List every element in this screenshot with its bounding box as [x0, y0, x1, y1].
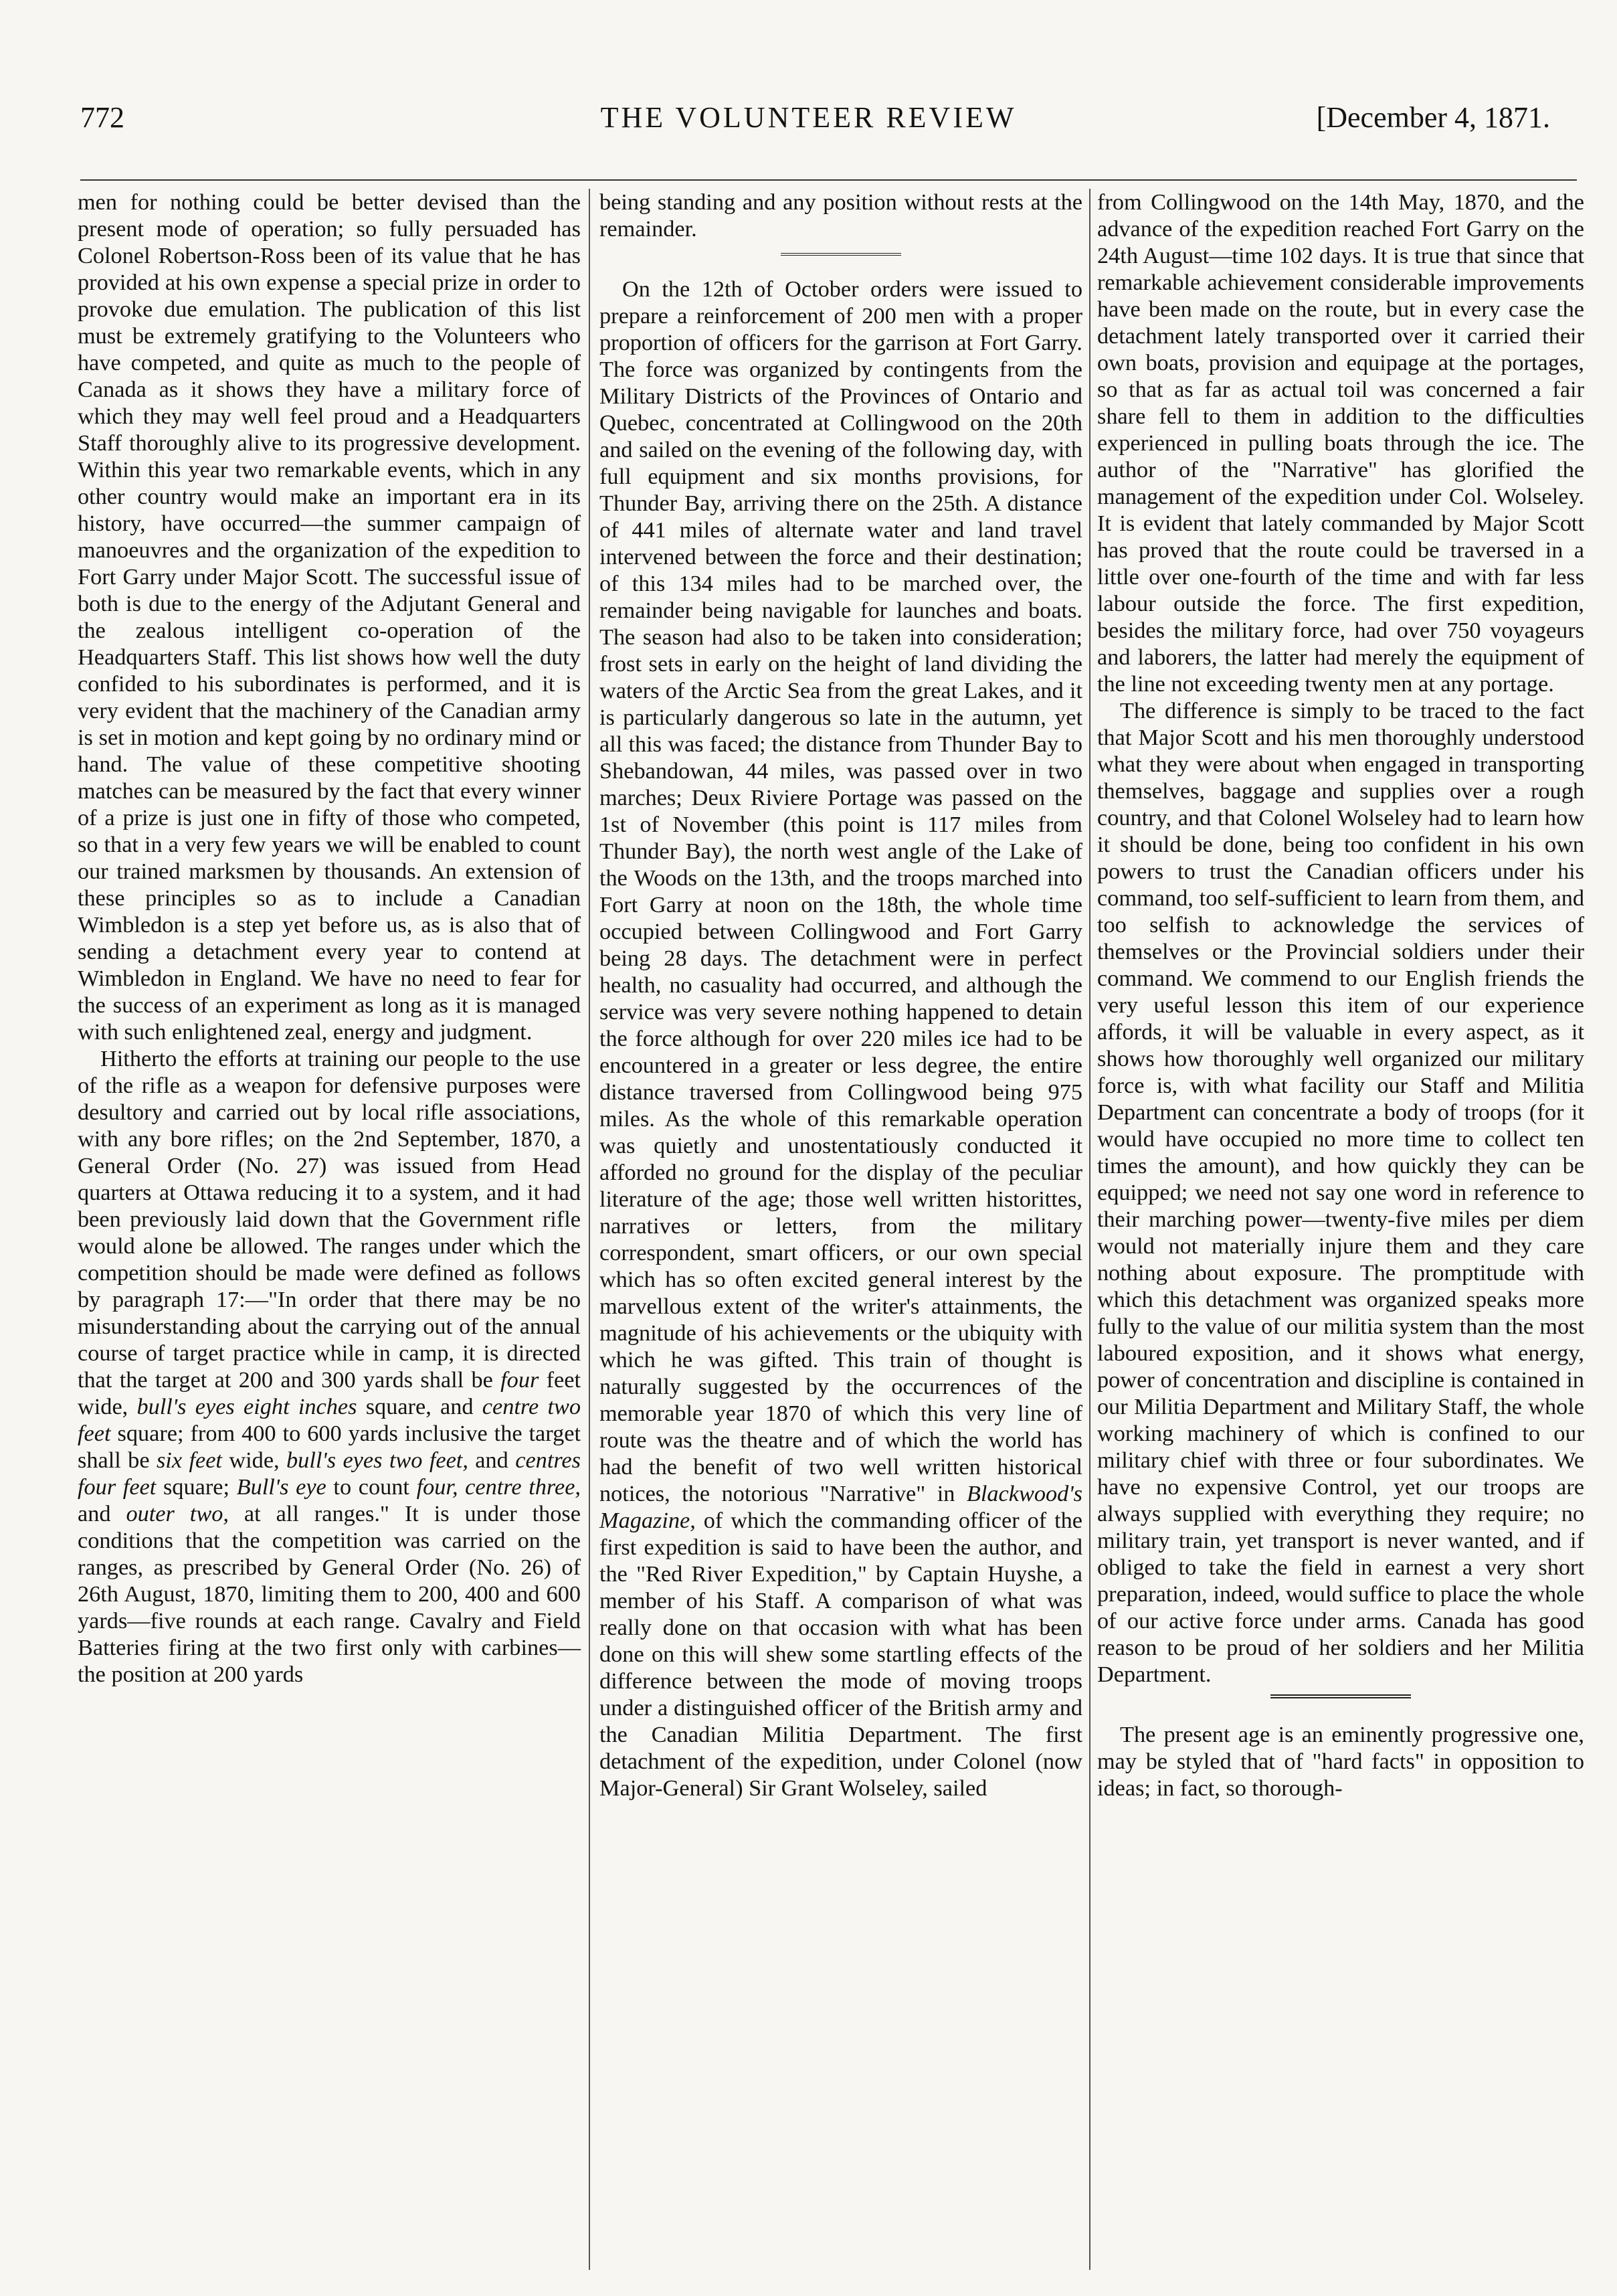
c1-italic-3: bull's eyes eight inches [136, 1394, 357, 1419]
column-2-paragraph-2 [599, 276, 1082, 1801]
c1-text-16: and [78, 1501, 126, 1526]
c2-text-c: of which the commanding officer of the first expedition is said to have been the author, and the "Red River Expedition," by Captain Huyshe, a member of his Staff. A comparison of what was really done on that occasion with what has been done on this will shew some startling effects of the difference between the mode of moving troops under a distinguished officer of the British army and the Canadian Militia Department. The first detachment of the expedition, under Colonel (now Major-General) Sir Grant Wolseley, sailed [599, 1508, 1082, 1801]
column-3-paragraph-2: The difference is simply to be traced to the fact that Major Scott and his men thoroughly understood what they were about when engaged in transporting themselves, baggage and supplies over a rough country, and that Colonel Wolseley had to learn how it should be done, being too confident in his own powers to trust the Canadian officers under his command, too self-sufficient to learn from them, and too selfish to acknowledge the services of themselves or the Provincial soldiers under their command. We commend to our English friends the very useful lesson this item of our experience affords, it will be valuable in every aspect, as it shows how thoroughly well organized our military force is, with what facility our Staff and Militia Department can concentrate a body of troops (for it would have occupied no more time to collect ten times the amount), and how quickly they can be equipped; we need not say one word in reference to their marching power—twenty-five miles per diem would not materially injure them and they care nothing about exposure. The promptitude with which this detachment was organized speaks more fully to the value of our militia system than the most laboured exposition, and it shows what energy, power of concentration and discipline is contained in our Militia Department and Military Staff, the whole working machinery of which is confined to our military chief with three or four subordinates. We have no expensive Control, yet our troops are always supplied with everything they require; no military train, yet transport is never wanted, and if obliged to take the field in earnest a very short preparation, indeed, would suffice to place the whole of our active force under arms. Canada has good reason to be proud of her soldiers and her Militia Department. [1097, 698, 1584, 1687]
c1-text-2: feet wide, [78, 1367, 581, 1419]
issue-date: [December 4, 1871. [1316, 101, 1550, 134]
column-3-paragraph-3: The present age is an eminently progressive one, may be styled that of "hard facts" in opposition to ideas; in fact, so thorough- [1097, 1722, 1584, 1801]
column-2-paragraph-1: being standing and any position without rests at the remainder. [599, 189, 1082, 242]
column-divider-1 [589, 189, 590, 2270]
c1-italic-11: centres four feet [78, 1447, 581, 1500]
page-number: 772 [80, 101, 124, 134]
page-header [40, 100, 1577, 154]
c1-text-14: to count [326, 1474, 417, 1500]
c2-text-a: On the 12th of October orders were issued to prepare a reinforcement of 200 men with a proper proportion of officers for the garrison at Fort Garry. The force was organized by contingents from the Military Districts of the Provinces of Ontario and Quebec, concentrated at Collingwood on the 20th and sailed on the evening of the following day, with full equipment and six months provisions, for Thunder Bay, arriving there on the 25th. A distance of 441 miles of alternate water and land travel intervened between the force and their destination; of this 134 miles had to be marched over, the remainder being navigable for launches and boats. The season had also to be taken into consideration; frost sets in early on the height of land dividing the waters of the Arctic Sea from the great Lakes, and it is particularly dangerous so late in the autumn, yet all this was faced; the distance from Thunder Bay to Shebandowan, 44 miles, was passed over in two marches; Deux Riviere Portage was passed on the 1st of November (this point is 117 miles from Thunder Bay), the north west angle of the Lake of the Woods on the 13th, and the troops marched into Fort Garry at noon on the 18th, the whole time occupied between Collingwood and Fort Garry being 28 days. The detachment were in perfect health, no casuality had occurred, and although the service was very severe nothing happened to detain the force although for over 220 miles ice had to be encountered in a greater or less degree, the entire distance traversed from Collingwood being 975 miles. As the whole of this remarkable operation was quietly and unostentatiously conducted it afforded no ground for the display of the peculiar literature of the age; those well written historittes, narratives or letters, from the military correspondent, smart officers, or our own special which has so often excited general interest by the marvellous extent of the writer's attainments, the magnitude of his achievements or the ubiquity with which he was gifted. This train of thought is naturally suggested by the occurrences of the memorable year 1870 of which this very line of route was the theatre and of which the world has had the benefit of two well written historical notices, the notorious "Narrative" in [599, 276, 1082, 1506]
c1-text-4: square, and [357, 1394, 482, 1419]
column-1-paragraph-1: men for nothing could be better devised than the present mode of operation; so fully persuaded has Colonel Robertson-Ross been of its value that he has provided at his own expense a special prize in order to provoke due emulation. The publication of this list must be extremely gratifying to the Volunteers who have competed, and quite as much to the people of Canada as it shows they have a military force of which they may well feel proud and a Headquarters Staff thoroughly alive to its progressive development. Within this year two remarkable events, which in any other country would make an important era in its history, have occurred—the summer campaign of manoeuvres and the organization of the expedition to Fort Garry under Major Scott. The successful issue of both is due to the energy of the Adjutant General and the zealous intelligent co-operation of the Headquarters Staff. This list shows how well the duty confided to his subordinates is performed, and it is very evident that the machinery of the Canadian army is set in motion and kept going by no ordinary mind or hand. The value of these competitive shooting matches can be measured by the fact that every winner of a prize is just one in fifty of those who competed, so that in a very few years we will be enabled to count our trained marksmen by thousands. An extension of these principles so as to include a Canadian Wimbledon is a step yet before us, as is also that of sending a detachment every year to contend at Wimbledon in England. We have no need to fear for the success of an experiment as long as it is managed with such enlightened zeal, energy and judgment. [78, 189, 581, 1045]
c1-text-18: at all ranges." It is under those conditions that the competition was carried on the ranges, as prescribed by General Order (No. 26) of 26th August, 1870, limiting them to 200, 400 and 600 yards—five rounds at each range. Cavalry and Field Batteries firing at the two first only with carbines—the position at 200 yards [78, 1501, 581, 1687]
column-1-paragraph-2 [78, 1045, 581, 1688]
c1-italic-17: outer two, [126, 1501, 229, 1526]
c1-italic-5: centre two feet [78, 1394, 581, 1446]
column-divider-2 [1089, 189, 1090, 2270]
c1-italic-7: six feet [156, 1447, 222, 1473]
c1-italic-9: bull's eyes two feet, [286, 1447, 468, 1473]
c1-text-6: square; from 400 to 600 yards inclusive the target shall be [78, 1421, 581, 1473]
header-rule [80, 179, 1577, 181]
c1-text-10: and [468, 1447, 516, 1473]
column-1 [78, 189, 581, 1688]
column-1-paragraph-2-text: Hitherto the efforts at training our people to the use of the rifle as a weapon for defensive purposes were desultory and carried out by local rifle associations, with any bore rifles; on the 2nd September, 1870, a General Order (No. 27) was issued from Head quarters at Ottawa reducing it to a system, and it had been previously laid down that the Government rifle would alone be allowed. The ranges under which the competition should be made were defined as follows by paragraph 17:—"In order that there may be no misunderstanding about the carrying out of the annual course of target practice while in camp, it is directed that the target at 200 and 300 yards shall be [78, 1046, 581, 1393]
c1-italic-15: four, centre three, [416, 1474, 581, 1500]
column-3-paragraph-1: from Collingwood on the 14th May, 1870, and the advance of the expedition reached Fort Garry on the 24th August—time 102 days. It is true that since that remarkable achievement considerable improvements have been made on the route, but in every case the detachment lately transported over it carried their own boats, provision and equipage at the portages, so that as far as actual toil was concerned a fair share fell to them in addition to the difficulties experienced in pulling boats through the ice. The author of the "Narrative" has glorified the management of the expedition under Col. Wolseley. It is evident that lately commanded by Major Scott has proved that the route could be traversed in a little over one-fourth of the time and with far less labour outside the force. The first expedition, besides the military force, had over 750 voyageurs and laborers, the latter had merely the equipment of the line not exceeding twenty men at any portage. [1097, 189, 1584, 697]
c1-text-12: square; [156, 1474, 237, 1500]
publication-title: THE VOLUNTEER REVIEW [600, 101, 1017, 134]
section-divider-2 [1270, 1694, 1411, 1705]
c1-italic-1: four [500, 1367, 539, 1393]
section-divider-1 [781, 253, 901, 261]
magazine-title: Blackwood's Magazine, [599, 1481, 1082, 1533]
c1-italic-13: Bull's eye [236, 1474, 326, 1500]
column-2 [599, 189, 1082, 1801]
c1-text-8: wide, [221, 1447, 287, 1473]
column-3 [1097, 189, 1584, 1801]
